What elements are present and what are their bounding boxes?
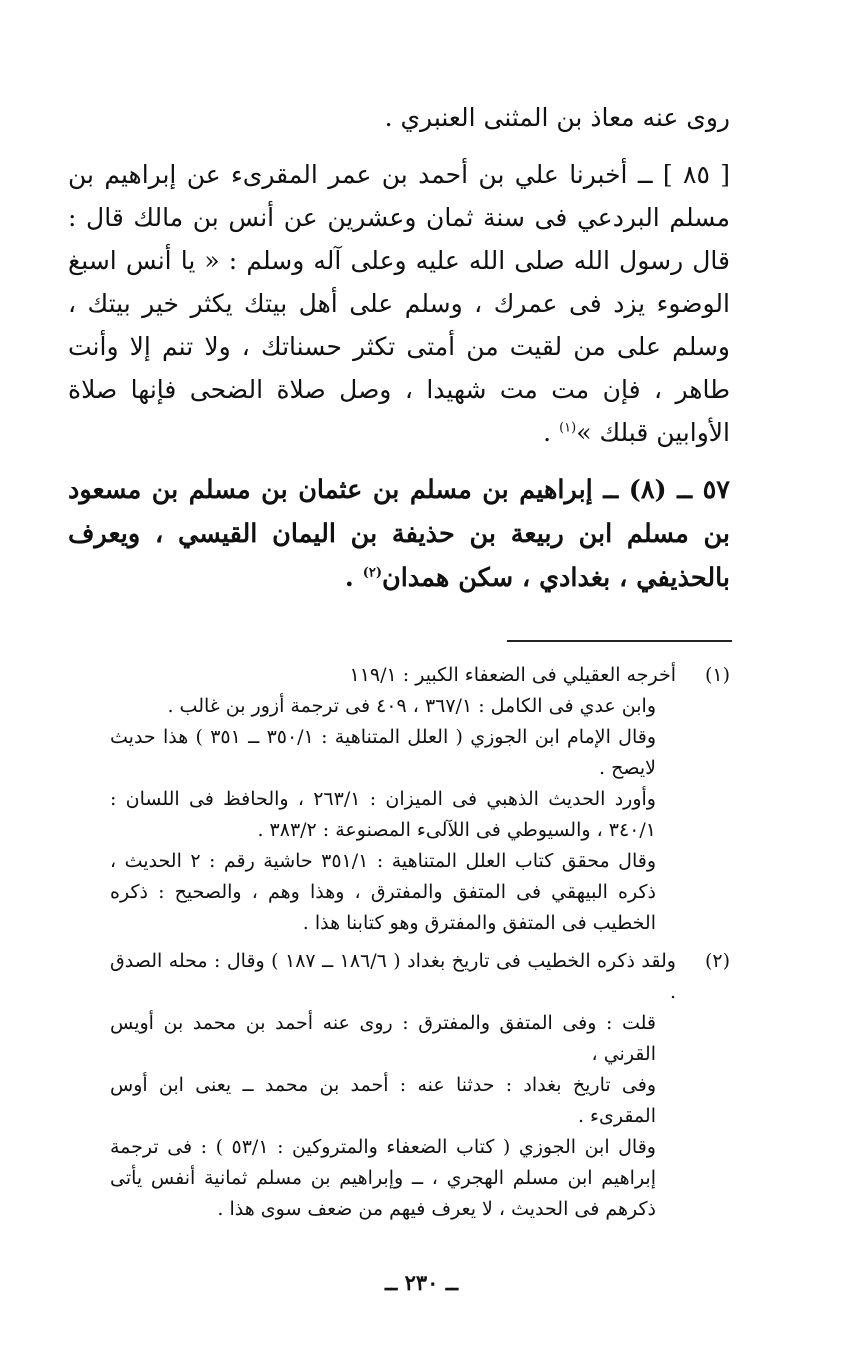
footnote-line: وقال الإمام ابن الجوزي ( العلل المتناهية : ٣٥٠/١ ــ ٣٥١ ) هذا حديث لايصح . <box>110 726 656 779</box>
hadith-85 <box>68 153 730 454</box>
entry-57-text: ٥٧ ــ (٨) ــ إبراهيم بن مسلم بن عثمان بن مسلم بن مسعود بن مسلم ابن ربيعة بن حذيفة بن اليمان القيسي ، ويعرف بالحذيفي ، بغدادي ، سكن همدان <box>68 475 731 593</box>
page-number: ــ ٢٣٠ ــ <box>384 1270 459 1295</box>
main-text <box>68 96 730 600</box>
footnote-line: وقال محقق كتاب العلل المتناهية : ٣٥١/١ حاشية رقم : ٢ الحديث ، ذكره البيهقي فى المتفق والمفترق ، وهذا وهم ، والصحيح : ذكره الخطيب فى المتفق والمفترق وهو كتابنا هذا . <box>110 850 656 934</box>
footnote-number: (١) <box>704 664 730 686</box>
footnote-ref-1[interactable]: (١) <box>559 420 577 436</box>
footnote-line: أخرجه العقيلي فى الضعفاء الكبير : ١١٩/١ <box>349 664 676 686</box>
footnote-1 <box>110 660 730 939</box>
footnotes <box>110 660 730 1232</box>
footnote-ref-2[interactable]: (٢) <box>362 565 382 581</box>
footnote-divider <box>507 640 732 642</box>
footnote-line: ولقد ذكره الخطيب فى تاريخ بغداد ( ١٨٦/٦ ــ ١٨٧ ) وقال : محله الصدق . <box>110 950 676 1003</box>
footnote-line: وفى تاريخ بغداد : حدثنا عنه : أحمد بن محمد ــ يعنى ابن أوس المقرىء . <box>110 1074 656 1127</box>
footnote-line: قلت : وفى المتفق والمفترق : روى عنه أحمد بن محمد بن أويس القرني ، <box>110 1012 656 1065</box>
entry-57-end: . <box>344 563 363 593</box>
footnote-number: (٢) <box>704 950 730 972</box>
entry-57 <box>68 468 730 600</box>
footnote-line: وأورد الحديث الذهبي فى الميزان : ٢٦٣/١ ، والحافظ فى اللسان : ٣٤٠/١ ، والسيوطي فى اللآلىء المصنوعة : ٣٨٣/٢ . <box>110 788 656 841</box>
hadith-85-text: [ ٨٥ ] ــ أخبرنا علي بن أحمد بن عمر المقرىء عن إبراهيم بن مسلم البردعي فى سنة ثمان وعشرين عن أنس بن مالك قال : قال رسول الله صلى الله عليه وعلى آله وسلم : « يا أنس اسبغ الوضوء يزد فى عمرك ، وسلم على أهل بيتك يكثر خير بيتك ، وسلم على من لقيت من أمتى تكثر حسناتك ، ولا تنم إلا وأنت طاهر ، فإن مت مت شهيدا ، وصل صلاة الضحى فإنها صلاة الأوابين قبلك » <box>68 160 730 447</box>
footnote-2 <box>110 946 730 1225</box>
hadith-85-end: . <box>543 418 560 447</box>
footnote-line: وابن عدي فى الكامل : ٣٦٧/١ ، ٤٠٩ فى ترجمة أزور بن غالب . <box>167 695 656 717</box>
opening-line: روى عنه معاذ بن المثنى العنبري . <box>384 103 730 132</box>
footnote-line: وقال ابن الجوزي ( كتاب الضعفاء والمتروكين : ٥٣/١ ) : فى ترجمة إبراهيم ابن مسلم الهجري ، ــ وإبراهيم بن مسلم ثمانية أنفس يأتى ذكرهم فى الحديث ، لا يعرف فيهم من ضعف سوى هذا . <box>110 1136 656 1220</box>
